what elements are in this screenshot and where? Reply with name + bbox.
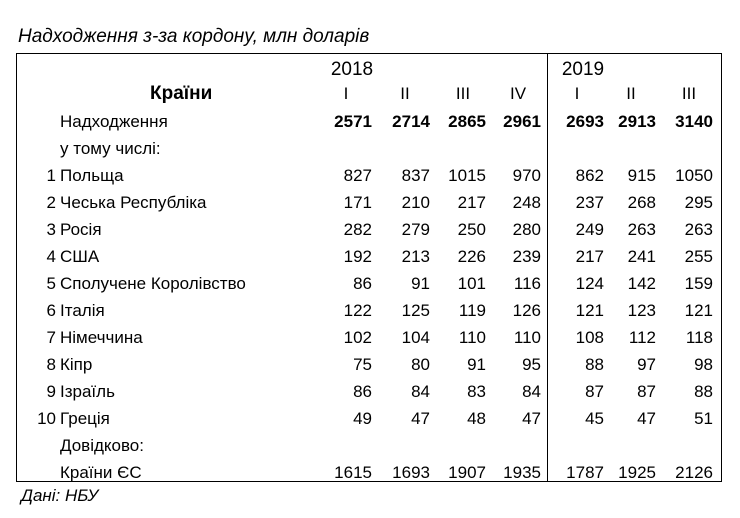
row-label: Італія: [60, 301, 105, 320]
value-cell: 108: [575, 328, 604, 347]
value-cell: 862: [575, 166, 604, 185]
quarter-header-2018: IV: [509, 84, 527, 103]
value-cell: 102: [343, 328, 372, 347]
value-cell: 122: [343, 301, 372, 320]
row-label: Росія: [60, 220, 102, 239]
value-cell: 192: [343, 247, 372, 266]
year-2019-header: 2019: [561, 59, 605, 80]
value-cell: 263: [627, 220, 656, 239]
value-cell: 1925: [618, 463, 656, 482]
row-number: 9: [46, 382, 56, 401]
value-cell: 1907: [448, 463, 486, 482]
value-cell: 91: [411, 274, 430, 293]
value-cell: 241: [627, 247, 656, 266]
quarter-header-2018: III: [455, 84, 471, 103]
quarter-header-2019: III: [681, 84, 697, 103]
value-cell: 110: [458, 328, 486, 347]
row-number: 6: [46, 301, 56, 320]
table-left-border: [16, 53, 17, 481]
value-cell: 125: [401, 301, 430, 320]
countries-header: Країни: [150, 83, 213, 104]
quarter-header-2018: II: [400, 84, 410, 103]
value-cell: 970: [512, 166, 541, 185]
row-label: Німеччина: [60, 328, 143, 347]
value-cell: 2913: [618, 112, 656, 131]
value-cell: 80: [411, 355, 430, 374]
value-cell: 98: [694, 355, 713, 374]
value-cell: 837: [401, 166, 430, 185]
value-cell: 2865: [448, 112, 486, 131]
value-cell: 87: [585, 382, 604, 401]
value-cell: 121: [684, 301, 713, 320]
value-cell: 2693: [566, 112, 604, 131]
row-number: 3: [46, 220, 56, 239]
value-cell: 95: [522, 355, 541, 374]
value-cell: 1615: [334, 463, 372, 482]
value-cell: 101: [457, 274, 486, 293]
value-cell: 47: [637, 409, 656, 428]
value-cell: 255: [684, 247, 713, 266]
value-cell: 210: [401, 193, 430, 212]
row-label: Греція: [60, 409, 110, 428]
value-cell: 48: [467, 409, 486, 428]
value-cell: 2714: [392, 112, 430, 131]
row-number: 7: [46, 328, 56, 347]
value-cell: 83: [467, 382, 486, 401]
value-cell: 282: [343, 220, 372, 239]
row-label: Кіпр: [60, 355, 93, 374]
year-2018-header: 2018: [330, 59, 374, 80]
value-cell: 142: [627, 274, 656, 293]
value-cell: 263: [684, 220, 713, 239]
value-cell: 2571: [334, 112, 372, 131]
source-note: Дані: НБУ: [21, 486, 99, 505]
row-number: 8: [46, 355, 56, 374]
table-title: Надходження з-за кордону, млн доларів: [18, 26, 370, 47]
row-number: 4: [46, 247, 56, 266]
row-label: Надходження: [60, 112, 168, 131]
value-cell: 88: [694, 382, 713, 401]
value-cell: 116: [513, 274, 541, 293]
row-label: США: [60, 247, 100, 266]
value-cell: 75: [353, 355, 372, 374]
value-cell: 84: [411, 382, 430, 401]
value-cell: 1935: [503, 463, 541, 482]
value-cell: 49: [353, 409, 372, 428]
value-cell: 51: [694, 409, 713, 428]
value-cell: 47: [522, 409, 541, 428]
value-cell: 1050: [675, 166, 713, 185]
value-cell: 45: [585, 409, 604, 428]
value-cell: 97: [637, 355, 656, 374]
value-cell: 87: [637, 382, 656, 401]
value-cell: 827: [343, 166, 372, 185]
value-cell: 915: [627, 166, 656, 185]
value-cell: 239: [512, 247, 541, 266]
value-cell: 237: [575, 193, 604, 212]
value-cell: 217: [457, 193, 486, 212]
value-cell: 1787: [566, 463, 604, 482]
value-cell: 47: [411, 409, 430, 428]
value-cell: 104: [401, 328, 430, 347]
row-number: 5: [46, 274, 56, 293]
value-cell: 118: [685, 328, 713, 347]
value-cell: 121: [575, 301, 604, 320]
row-number: 1: [46, 166, 56, 185]
value-cell: 2126: [675, 463, 713, 482]
quarter-header-2018: I: [343, 84, 349, 103]
table-right-border: [721, 53, 722, 481]
value-cell: 88: [585, 355, 604, 374]
row-number: 10: [37, 409, 56, 428]
value-cell: 226: [457, 247, 486, 266]
value-cell: 123: [627, 301, 656, 320]
row-label: Чеська Республіка: [60, 193, 207, 212]
value-cell: 119: [458, 301, 486, 320]
row-number: 2: [46, 193, 56, 212]
value-cell: 250: [457, 220, 486, 239]
value-cell: 86: [353, 382, 372, 401]
row-label: Довідково:: [60, 436, 144, 455]
value-cell: 159: [684, 274, 713, 293]
quarter-header-2019: II: [626, 84, 636, 103]
row-label: Сполучене Королівство: [60, 274, 246, 293]
value-cell: 279: [401, 220, 430, 239]
row-label: у тому числі:: [60, 139, 161, 158]
value-cell: 217: [575, 247, 604, 266]
value-cell: 2961: [503, 112, 541, 131]
value-cell: 112: [628, 328, 656, 347]
row-label: Польща: [60, 166, 124, 185]
value-cell: 248: [512, 193, 541, 212]
value-cell: 295: [684, 193, 713, 212]
value-cell: 124: [575, 274, 604, 293]
value-cell: 86: [353, 274, 372, 293]
value-cell: 110: [513, 328, 541, 347]
row-label: Країни ЄС: [60, 463, 142, 482]
value-cell: 126: [512, 301, 541, 320]
quarter-header-2019: I: [574, 84, 580, 103]
value-cell: 84: [522, 382, 541, 401]
value-cell: 1015: [448, 166, 486, 185]
value-cell: 268: [627, 193, 656, 212]
value-cell: 280: [512, 220, 541, 239]
value-cell: 1693: [392, 463, 430, 482]
value-cell: 171: [343, 193, 372, 212]
table-top-border: [16, 53, 722, 54]
value-cell: 3140: [675, 112, 713, 131]
row-label: Ізраїль: [60, 382, 115, 401]
value-cell: 91: [467, 355, 486, 374]
value-cell: 249: [575, 220, 604, 239]
value-cell: 213: [401, 247, 430, 266]
